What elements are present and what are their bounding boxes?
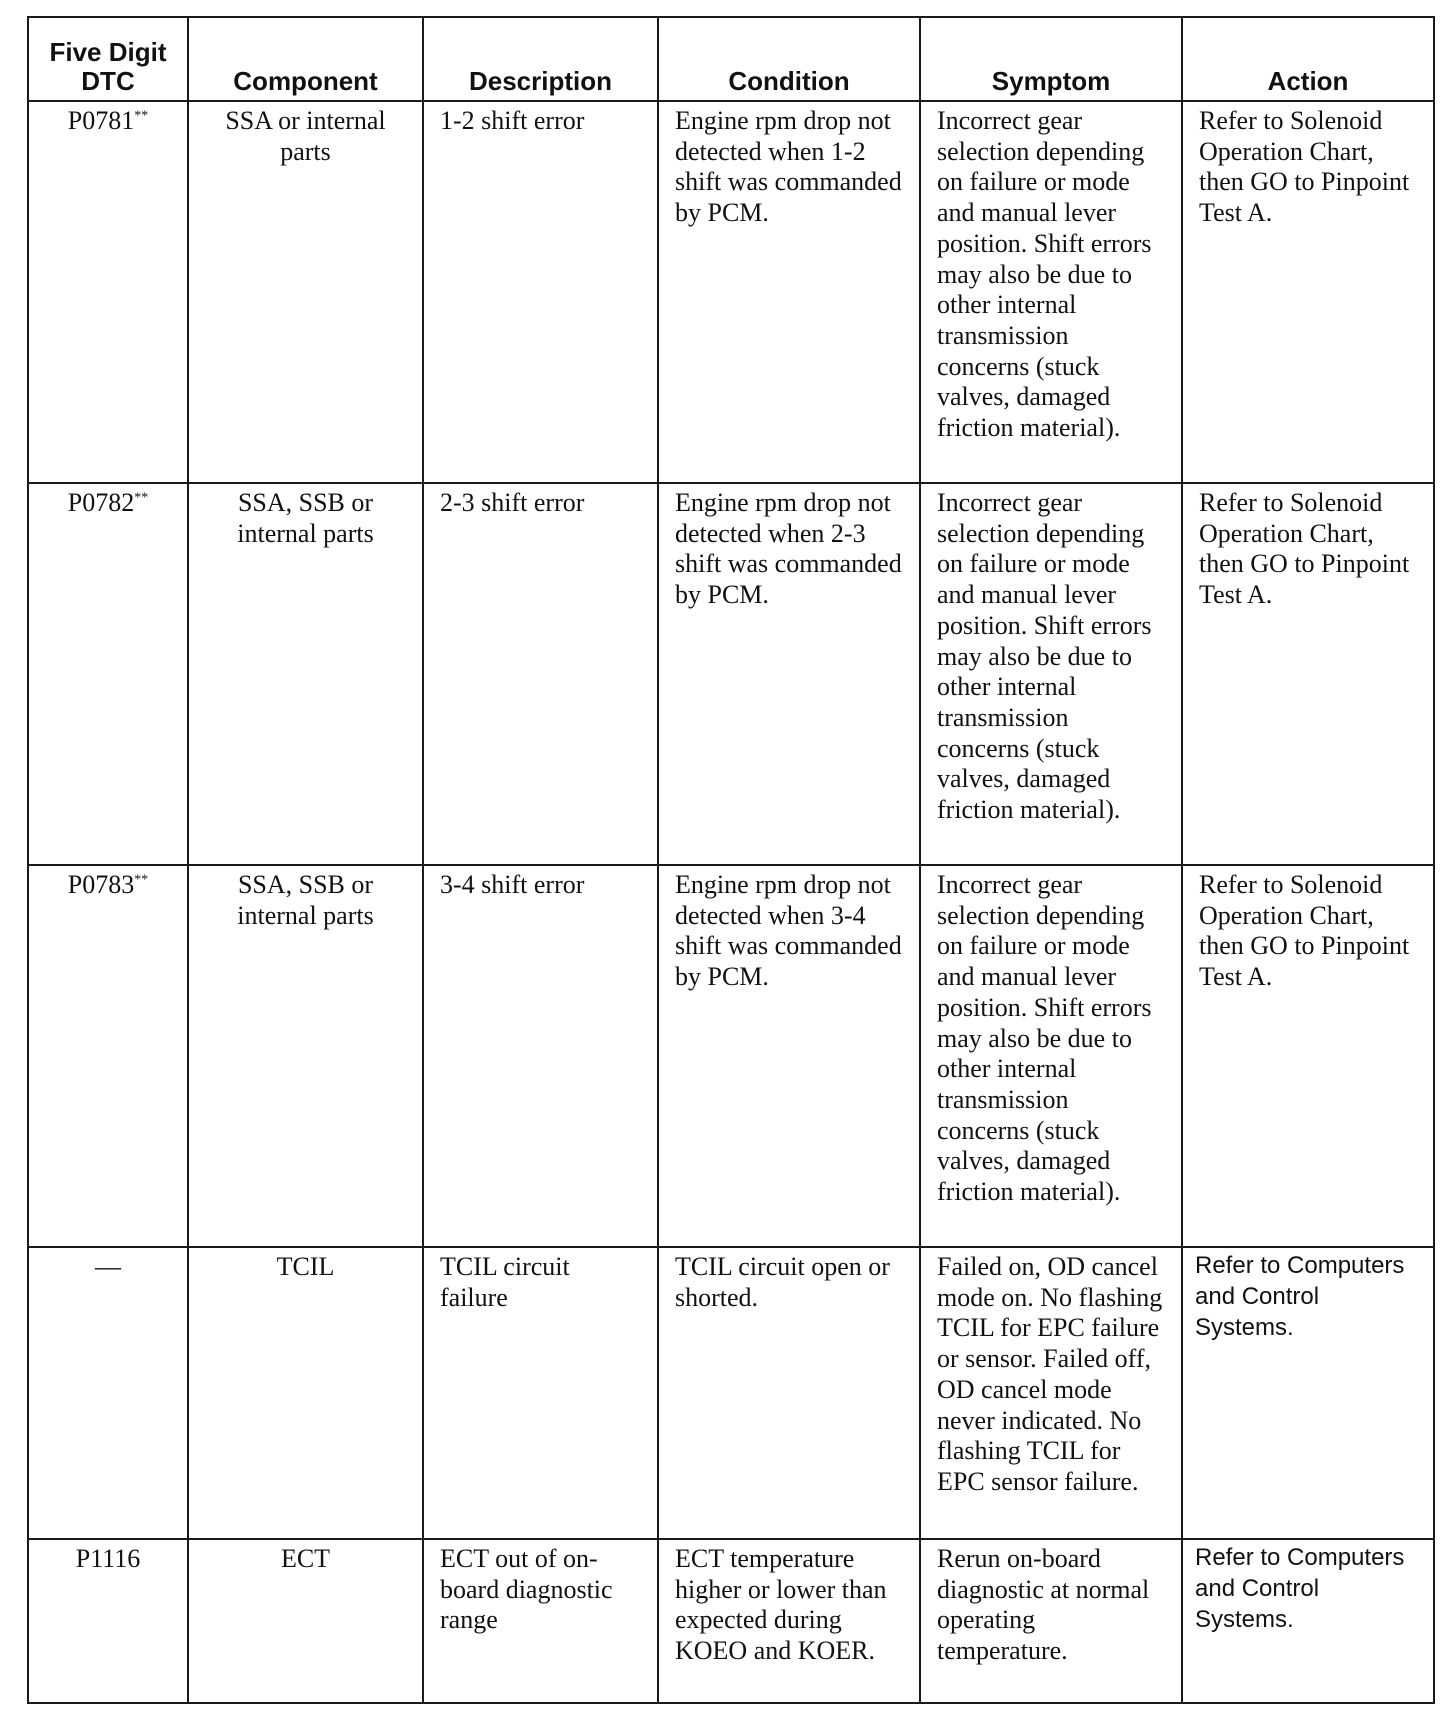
dtc-footnote-mark: **	[134, 490, 149, 506]
dtc-cell	[28, 1247, 188, 1539]
condition-cell: ECT temperature higher or lower than expected during KOEO and KOER.	[658, 1539, 920, 1703]
dtc-code: —	[95, 1252, 121, 1281]
dtc-table	[27, 16, 1435, 1704]
condition-cell: Engine rpm drop not detected when 1-2 shift was commanded by PCM.	[658, 101, 920, 483]
symptom-cell: Rerun on-board diagnostic at normal operating temperature.	[920, 1539, 1182, 1703]
condition-cell: Engine rpm drop not detected when 3-4 shift was commanded by PCM.	[658, 865, 920, 1247]
description-cell: TCIL circuit failure	[423, 1247, 658, 1539]
component-cell: SSA or internal parts	[188, 101, 423, 483]
header-condition: Condition	[658, 17, 920, 101]
symptom-cell: Incorrect gear selection depending on failure or mode and manual lever position. Shift errors may also be due to other internal transmission concerns (stuck valves, damaged friction material).	[920, 865, 1182, 1247]
dtc-cell	[28, 1539, 188, 1703]
dtc-footnote-mark: **	[134, 108, 149, 124]
component-cell: SSA, SSB or internal parts	[188, 483, 423, 865]
action-cell: Refer to Solenoid Operation Chart, then GO to Pinpoint Test A.	[1182, 483, 1434, 865]
description-cell: ECT out of on-board diagnostic range	[423, 1539, 658, 1703]
header-description: Description	[423, 17, 658, 101]
action-cell: Refer to Computers and Control Systems.	[1182, 1247, 1434, 1539]
description-cell: 1-2 shift error	[423, 101, 658, 483]
symptom-cell: Incorrect gear selection depending on failure or mode and manual lever position. Shift errors may also be due to other internal transmission concerns (stuck valves, damaged friction material).	[920, 483, 1182, 865]
table-row	[28, 101, 1434, 483]
header-symptom: Symptom	[920, 17, 1182, 101]
dtc-code: P1116	[75, 1544, 141, 1573]
dtc-cell	[28, 483, 188, 865]
condition-cell: TCIL circuit open or shorted.	[658, 1247, 920, 1539]
component-cell: ECT	[188, 1539, 423, 1703]
dtc-cell	[28, 865, 188, 1247]
component-cell: TCIL	[188, 1247, 423, 1539]
dtc-code: P0782	[67, 488, 135, 517]
header-component: Component	[188, 17, 423, 101]
header-action: Action	[1182, 17, 1434, 101]
table-row	[28, 483, 1434, 865]
header-row	[28, 17, 1434, 101]
condition-cell: Engine rpm drop not detected when 2-3 shift was commanded by PCM.	[658, 483, 920, 865]
table-row	[28, 865, 1434, 1247]
component-cell: SSA, SSB or internal parts	[188, 865, 423, 1247]
symptom-cell: Failed on, OD cancel mode on. No flashing TCIL for EPC failure or sensor. Failed off, OD cancel mode never indicated. No flashing TCIL for EPC sensor failure.	[920, 1247, 1182, 1539]
table-row	[28, 1247, 1434, 1539]
dtc-code: P0781	[67, 106, 135, 135]
table-row	[28, 1539, 1434, 1703]
action-cell: Refer to Solenoid Operation Chart, then GO to Pinpoint Test A.	[1182, 101, 1434, 483]
description-cell: 3-4 shift error	[423, 865, 658, 1247]
action-cell: Refer to Computers and Control Systems.	[1182, 1539, 1434, 1703]
symptom-cell: Incorrect gear selection depending on failure or mode and manual lever position. Shift errors may also be due to other internal transmission concerns (stuck valves, damaged friction material).	[920, 101, 1182, 483]
dtc-code: P0783	[67, 870, 135, 899]
dtc-cell	[28, 101, 188, 483]
action-cell: Refer to Solenoid Operation Chart, then GO to Pinpoint Test A.	[1182, 865, 1434, 1247]
header-dtc: Five Digit DTC	[28, 17, 188, 101]
description-cell: 2-3 shift error	[423, 483, 658, 865]
dtc-footnote-mark: **	[134, 872, 149, 888]
